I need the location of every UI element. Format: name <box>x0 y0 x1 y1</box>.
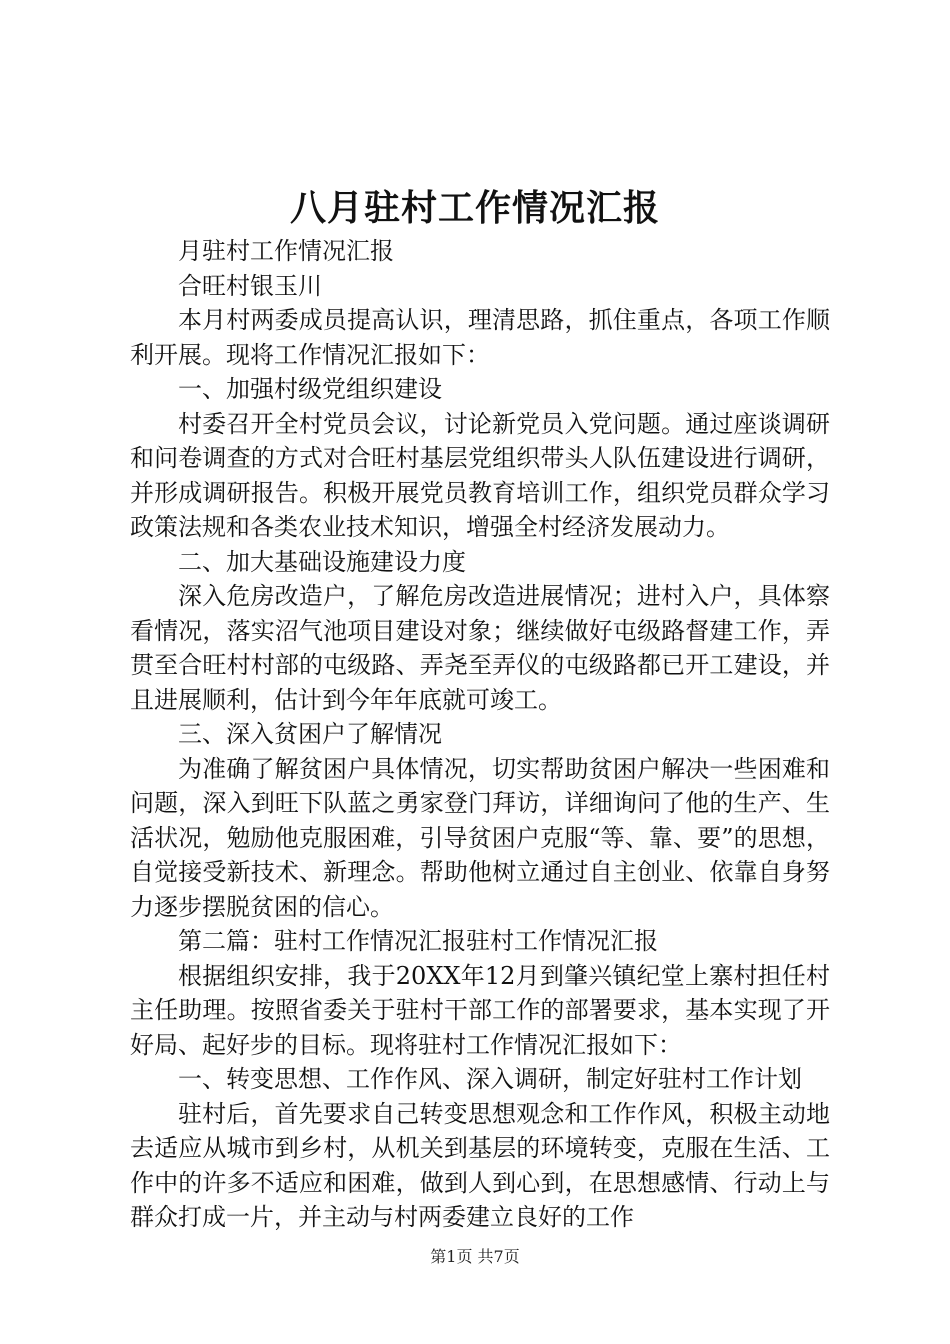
paragraph: 驻村后，首先要求自己转变思想观念和工作作风，积极主动地去适应从城市到乡村，从机关到基层的环境转变，克服在生活、工作中的许多不适应和困难，做到人到心到，在思想感情、行动上与群众打成一片，并主动与村两委建立良好的工作 <box>130 1099 830 1231</box>
page-footer: 第1页 共7页 <box>430 1247 520 1266</box>
document-body <box>130 234 830 1235</box>
paragraph: 为准确了解贫困户具体情况，切实帮助贫困户解决一些困难和问题，深入到旺下队蓝之勇家登门拜访，详细询问了他的生产、生活状况，勉励他克服困难，引导贫困户克服“等、靠、要”的思想，自觉接受新技术、新理念。帮助他树立通过自主创业、依靠自身努力逐步摆脱贫困的信心。 <box>130 754 830 921</box>
document-title: 八月驻村工作情况汇报 <box>289 188 660 229</box>
paragraph: 村委召开全村党员会议，讨论新党员入党问题。通过座谈调研和问卷调查的方式对合旺村基层党组织带头人队伍建设进行调研，并形成调研报告。积极开展党员教育培训工作，组织党员群众学习政策法规和各类农业技术知识，增强全村经济发展动力。 <box>130 409 830 541</box>
paragraph: 根据组织安排，我于20XX年12月到肇兴镇纪堂上寨村担任村主任助理。按照省委关于驻村干部工作的部署要求，基本实现了开好局、起好步的目标。现将驻村工作情况汇报如下： <box>130 961 830 1059</box>
section-heading: 第二篇：驻村工作情况汇报驻村工作情况汇报 <box>178 927 658 955</box>
paragraph: 本月村两委成员提高认识，理清思路，抓住重点，各项工作顺利开展。现将工作情况汇报如下： <box>130 306 830 369</box>
paragraph: 深入危房改造户，了解危房改造进展情况；进村入户，具体察看情况，落实沼气池项目建设对象；继续做好屯级路督建工作，弄贯至合旺村村部的屯级路、弄尧至弄仪的屯级路都已开工建设，并且进展顺利，估计到今年年底就可竣工。 <box>130 582 830 714</box>
section-heading: 二、加大基础设施建设力度 <box>178 547 466 576</box>
section-heading: 一、转变思想、工作作风、深入调研，制定好驻村工作计划 <box>178 1065 802 1093</box>
paragraph: 月驻村工作情况汇报 <box>178 237 394 265</box>
paragraph: 合旺村银玉川 <box>178 271 322 300</box>
section-heading: 一、加强村级党组织建设 <box>178 375 442 403</box>
section-heading: 三、深入贫困户了解情况 <box>178 720 442 748</box>
